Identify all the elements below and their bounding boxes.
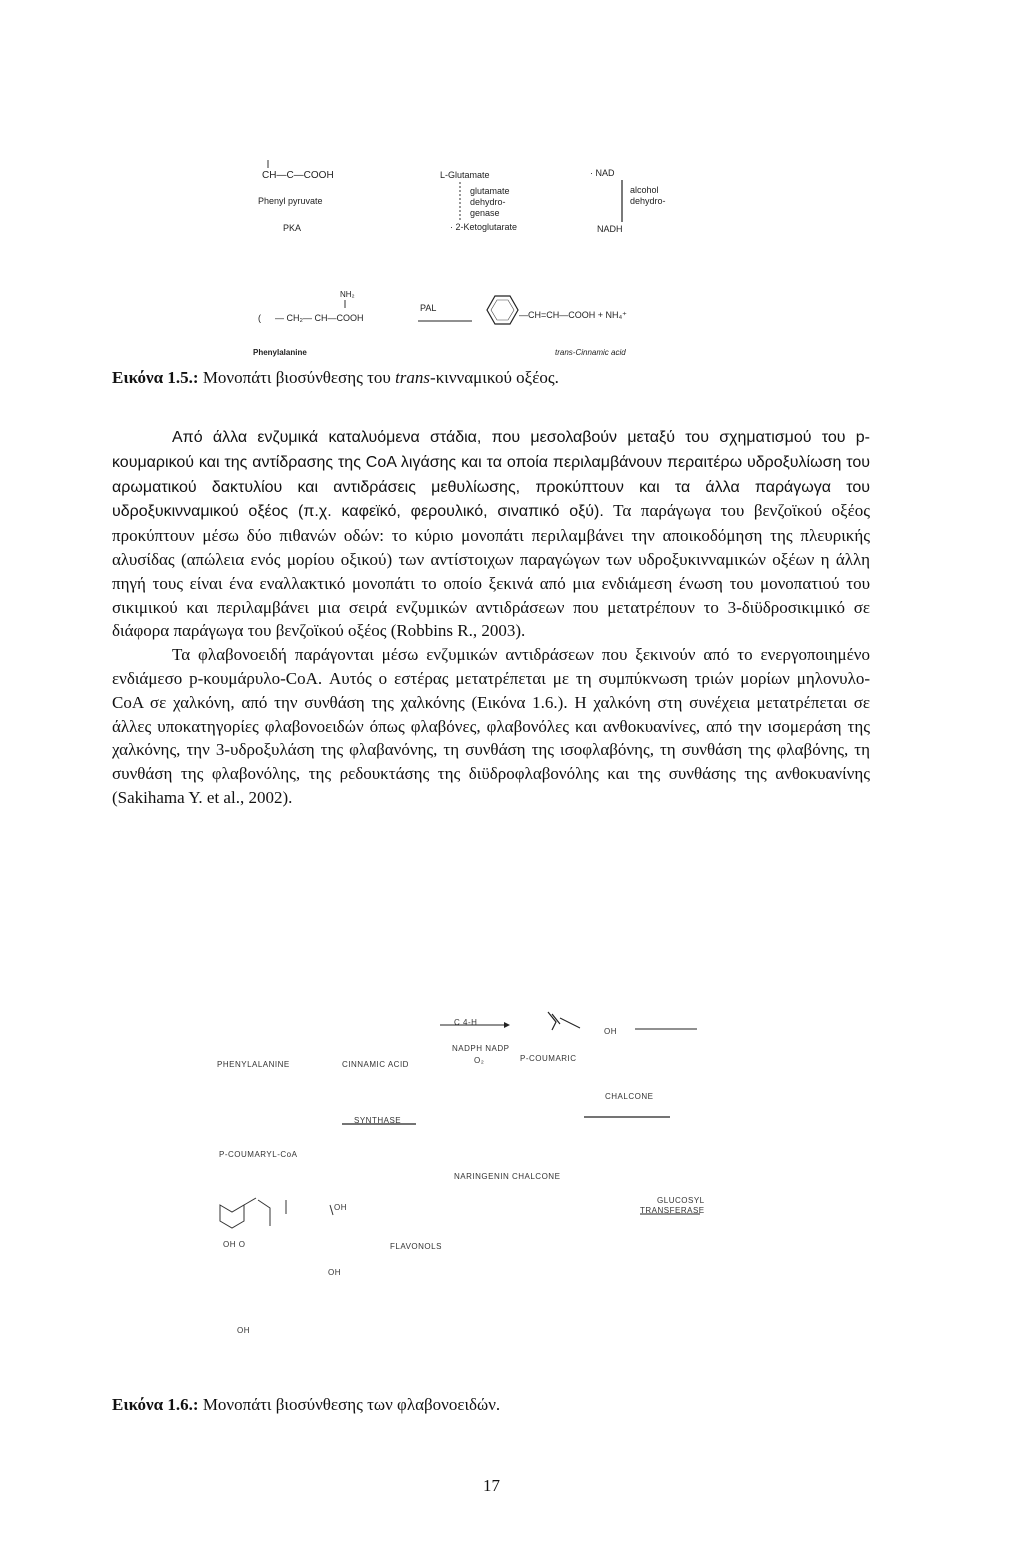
figure-1-5-caption [112, 368, 559, 388]
figure-1-5-lines [0, 0, 1024, 300]
naringenin-chalcone-label: NARINGENIN CHALCONE [454, 1172, 561, 1181]
nadh-label: NADH [597, 224, 623, 234]
oh-label-2: OH [334, 1203, 347, 1212]
phenylalanine-label-2: PHENYLALANINE [217, 1060, 290, 1069]
caption-italic: trans [395, 368, 431, 387]
p-coumaric-label: P-COUMARIC [520, 1054, 577, 1063]
paragraph-1 [112, 425, 870, 643]
oh-label-1: OH [604, 1027, 617, 1036]
p-coumaryl-coa-label: P-COUMARYL-CoA [219, 1150, 298, 1159]
transferase-line: TRANSFERASE [640, 1206, 705, 1215]
adh-line-1: alcohol [630, 185, 659, 195]
o2-label: O₂ [474, 1056, 485, 1065]
adh-line-2: dehydro- [630, 196, 666, 206]
gdh-line-2: dehydro- [470, 197, 506, 207]
oh-label-5: OH [237, 1326, 250, 1335]
ketoglutarate-label: · 2-Ketoglutarate [450, 222, 518, 232]
phenylalanine-formula-text: — CH₂— CH—COOH [275, 313, 364, 323]
chalcone-label: CHALCONE [605, 1092, 654, 1101]
phenyl-pyruvate-label: Phenyl pyruvate [258, 196, 323, 206]
phenyl-pyruvate-formula: CH—C—COOH [262, 170, 334, 181]
caption-text: Μονοπάτι βιοσύνθεσης του [198, 368, 396, 387]
paragraph-1-end: Τα παράγωγα του βενζοϊκού οξέος προκύπτουν μέσω δύο πιθανών οδών: το κύριο μονοπάτι περιλαμβάνει την αποικοδόμηση της πλευρικής αλυσίδας (απώλεια ενός μορίου οξικού) των αντίστοιχων παραγώγων των υδροξυκινναμικών οξέων η άλλη πηγή τους είναι ένα εναλλακτικό μονοπάτι το οποίο ξεκινά από μια ενδιάμεση ένωση του μονοπατιού του σικιμικού και περιλαμβάνει μια σειρά ενζυμικών αντιδράσεων που μετατρέπουν το 3-διϋδροσικιμικό σε διάφορα παράγωγα του βενζοϊκού οξέος (Robbins R., 2003). [112, 501, 871, 641]
pal-enzyme-label: PAL [420, 303, 437, 313]
flavonols-label: FLAVONOLS [390, 1242, 442, 1251]
caption-end: -κινναμικού οξέος. [430, 368, 559, 387]
oh-label-4: OH [328, 1268, 341, 1277]
nad-label: · NAD [590, 168, 615, 178]
body-text [112, 425, 870, 810]
c4h-enzyme-label: C 4-H [454, 1018, 478, 1027]
cinnamic-acid-label: trans-Cinnamic acid [555, 348, 626, 357]
glucosyl-line: GLUCOSYL [657, 1196, 705, 1205]
gdh-line-1: glutamate [470, 186, 510, 196]
l-glutamate-label: L-Glutamate [440, 170, 490, 180]
figure-1-6-lines [0, 1000, 1024, 1400]
pka-label: PKA [283, 223, 302, 233]
nadph-nadp-label: NADPH NADP [452, 1044, 510, 1053]
glucosyl-transferase-label [640, 1196, 705, 1216]
caption-text-2: Μονοπάτι βιοσύνθεσης των φλαβονοειδών. [198, 1395, 501, 1414]
synthase-label: SYNTHASE [354, 1116, 402, 1125]
gdh-line-3: genase [470, 208, 500, 218]
nh2-label: NH₂ [340, 290, 355, 299]
phenylalanine-formula: ( — CH₂— CH—COOH [258, 313, 364, 323]
caption-label: Εικόνα 1.5.: [112, 368, 199, 387]
cinnamic-acid-label-2: CINNAMIC ACID [342, 1060, 409, 1069]
caption-label-2: Εικόνα 1.6.: [112, 1395, 199, 1414]
cinnamic-product-formula: —CH=CH—COOH + NH₄⁺ [519, 310, 627, 320]
figure-1-6-caption [112, 1395, 500, 1415]
phenylalanine-label: Phenylalanine [253, 348, 307, 357]
oh-o-label: OH O [223, 1240, 246, 1249]
page-number: 17 [483, 1476, 500, 1495]
paragraph-2: Τα φλαβονοειδή παράγονται μέσω ενζυμικών αντιδράσεων που ξεκινούν από το ενεργοποιημένο ενδιάμεσο p-κουμάρυλο-CoA. Αυτός ο εστέρας μετατρέπεται με τη συμπύκνωση τριών μορίων μηλονυλο-CoA σε χαλκόνη, από την συνθάση της χαλκόνης (Εικόνα 1.6.). Η χαλκόνη στη συνέχεια μετατρέπεται σε άλλες υποκατηγορίες φλαβονοειδών όπως φλαβόνες, φλαβονόλες και ανθοκυανίνες, από την ισομεράση της χαλκόνης, την 3-υδροξυλάση της φλαβανόνης, τη συνθάση της ισοφλαβόνης, τη συνθάση της φλαβόνης, τη συνθάση της φλαβονόλης, της ρεδουκτάσης της διϋδροφλαβονόλης και της συνθάσης της ανθοκυανίνης (Sakihama Y. et al., 2002). [112, 645, 870, 807]
paragraph-1-start: Από άλλα ενζυμικά καταλυόμενα στάδια, που μεσολαβούν μεταξύ του σχηματισμού του p-κουμαρικού και της αντίδρασης της CoA λιγάσης και τα οποία περιλαμβάνουν περαιτέρω υδροξυλίωση του αρωματικού δακτυλίου και αντιδράσεις μεθυλίωσης, προκύπτουν και τα άλλα παράγωγα του υδροξυκινναμικού οξέος (π.χ. καφεϊκό, φερουλικό, σιναπικό οξύ). [112, 429, 870, 521]
